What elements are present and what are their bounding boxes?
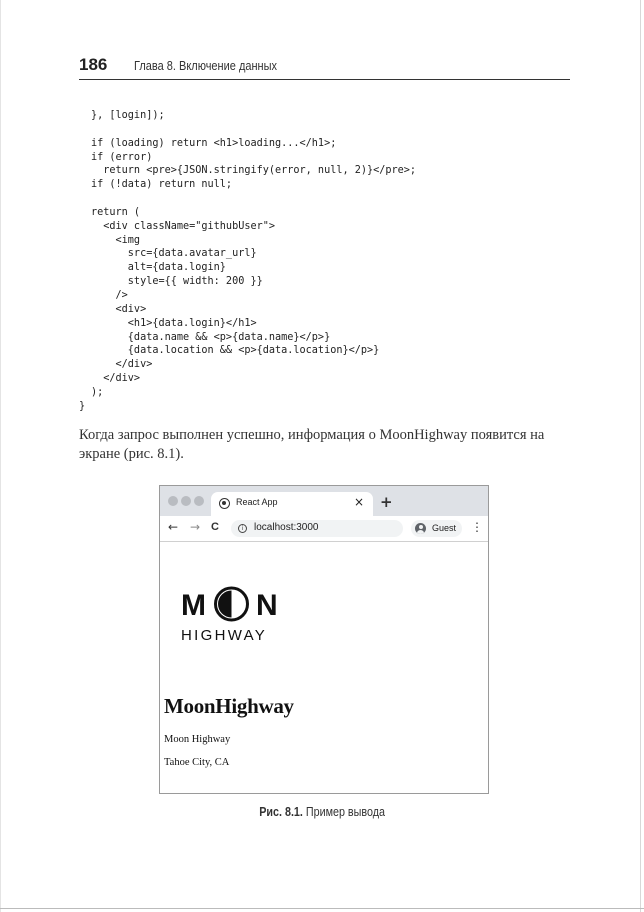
forward-arrow-icon[interactable]: →	[190, 520, 201, 534]
code-closing-brace: }	[79, 400, 86, 412]
address-bar[interactable]	[231, 520, 403, 537]
back-arrow-icon[interactable]: ←	[168, 520, 179, 534]
logo-highway-text: HIGHWAY	[181, 627, 268, 644]
header-rule	[79, 79, 570, 80]
browser-tab[interactable]	[211, 492, 373, 516]
page-right-edge	[640, 0, 641, 912]
new-tab-icon[interactable]: +	[380, 493, 393, 511]
figure-caption-inner	[259, 805, 385, 819]
site-title: MoonHighway	[164, 694, 294, 718]
caption-label: Рис. 8.1.	[259, 805, 303, 819]
more-menu-icon[interactable]: ⋮	[471, 520, 483, 534]
profile-label: Guest	[432, 523, 457, 533]
browser-toolbar	[160, 516, 488, 542]
caption-text: Пример вывода	[302, 805, 385, 819]
body-paragraph: Когда запрос выполнен успешно, информация о MoonHighway появится на экране (рис. 8.1).	[79, 427, 545, 462]
window-maximize-dot[interactable]	[194, 496, 204, 506]
page-left-edge	[0, 0, 1, 912]
figure-caption	[0, 805, 644, 819]
tab-bar	[160, 486, 488, 516]
person-icon	[415, 523, 426, 534]
browser-screenshot	[159, 485, 489, 794]
logo-letter-n: N	[256, 589, 278, 622]
react-favicon-icon	[219, 498, 230, 509]
tab-title: React App	[236, 497, 278, 507]
chapter-title: Глава 8. Включение данных	[134, 59, 278, 73]
code-body: }, [login]); if (loading) return <h1>loading...</h1>; if (error) return <pre>{JSON.stringify(error, null, 2)}</pre>; if (!data) return null; return ( <div className="githubUser"> <img src={data.avatar_url} alt={data.login} style={{ width: 200 }} /> <div> <h1>{data.login}</h1> {data.name && <p>{data.name}</p>} {data.location && <p>{data.location}</p>} </div> </div> );	[91, 110, 417, 398]
profile-button[interactable]	[411, 520, 462, 537]
reload-icon[interactable]: C	[211, 521, 219, 533]
info-icon[interactable]: i	[238, 524, 247, 533]
site-user-location: Tahoe City, CA	[164, 757, 230, 768]
window-close-dot[interactable]	[168, 496, 178, 506]
site-user-name: Moon Highway	[164, 734, 231, 745]
page-bottom-edge	[0, 908, 644, 909]
url-text[interactable]: localhost:3000	[254, 522, 319, 533]
logo-letter-m: M	[181, 589, 206, 622]
page-number: 186	[79, 55, 108, 74]
code-listing	[79, 109, 416, 414]
page-viewport	[160, 542, 488, 793]
tab-close-icon[interactable]: ×	[353, 495, 364, 509]
moonhighway-logo	[180, 585, 284, 645]
window-minimize-dot[interactable]	[181, 496, 191, 506]
